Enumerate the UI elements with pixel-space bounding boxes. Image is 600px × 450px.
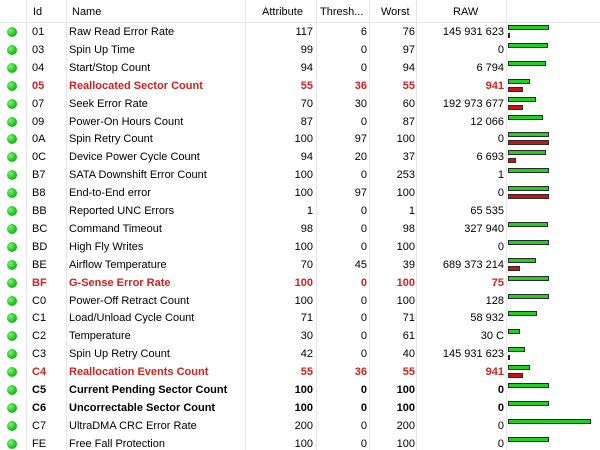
normalized-value-bar [508,347,525,352]
attribute-raw: 58 932 [470,312,504,325]
attribute-value: 55 [300,79,313,92]
raw-value-bar [508,140,549,145]
value-bars [508,113,598,131]
attribute-raw: 12 066 [470,115,504,128]
attribute-value: 70 [300,97,313,110]
value-bars [508,381,598,399]
attribute-worst: 39 [402,258,415,271]
normalized-value-bar [508,365,530,370]
status-ok-icon [7,134,17,144]
normalized-value-bar [508,329,520,334]
raw-value-bar [508,194,549,199]
attribute-id: 05 [32,79,45,92]
attribute-name: Reported UNC Errors [69,205,175,217]
value-bars [508,327,598,345]
status-ok-icon [7,224,17,234]
attribute-id: 01 [32,26,45,38]
attribute-threshold: 0 [360,43,367,56]
raw-value-bar [508,105,523,110]
table-row[interactable] [0,41,600,59]
normalized-value-bar [508,97,536,102]
attribute-name: Airflow Temperature [69,258,167,271]
normalized-value-bar [508,437,549,442]
value-bars [508,256,598,274]
attribute-raw: 65 535 [470,205,504,217]
attribute-name: Spin Up Time [69,43,136,56]
attribute-raw: 192 973 677 [442,97,504,110]
normalized-value-bar [508,132,549,137]
attribute-threshold: 0 [360,115,367,128]
attribute-value: 99 [300,43,313,56]
attribute-value: 70 [300,258,313,271]
attribute-id: C1 [32,312,47,325]
attribute-raw: 941 [485,79,504,92]
status-ok-icon [7,170,17,180]
attribute-value: 30 [300,330,313,343]
attribute-raw: 0 [497,419,504,432]
attribute-worst: 94 [402,61,415,74]
attribute-raw: 30 C [480,330,504,343]
attribute-id: BB [32,205,47,217]
attribute-name: Reallocation Events Count [69,366,209,379]
attribute-value: 100 [294,401,313,414]
status-ok-icon [7,152,17,162]
normalized-value-bar [508,186,549,191]
attribute-worst: 200 [396,419,415,432]
table-header [0,0,600,23]
attribute-value: 100 [294,240,313,253]
column-header-name[interactable]: Name [72,6,102,18]
attribute-threshold: 0 [360,294,367,307]
table-row[interactable] [0,435,600,450]
attribute-threshold: 36 [354,366,367,379]
normalized-value-bar [508,294,549,299]
attribute-name: SATA Downshift Error Count [69,169,207,182]
attribute-worst: 87 [402,115,415,128]
column-header-raw[interactable]: RAW [453,6,479,18]
attribute-value: 200 [294,419,313,432]
attribute-name: Start/Stop Count [69,61,151,74]
attribute-id: 09 [32,115,45,128]
attribute-name: Spin Up Retry Count [69,348,170,361]
attribute-id: BC [32,222,48,235]
attribute-threshold: 36 [354,79,367,92]
attribute-value: 94 [300,151,313,164]
attribute-name: UltraDMA CRC Error Rate [69,419,197,432]
value-bars [508,184,598,202]
attribute-worst: 71 [402,312,415,325]
status-ok-icon [7,81,17,91]
value-bars [508,399,598,417]
table-row[interactable] [0,130,600,148]
table-row[interactable] [0,77,600,95]
attribute-threshold: 97 [354,133,367,146]
table-row[interactable] [0,363,600,381]
attribute-id: C5 [32,384,47,396]
attribute-threshold: 0 [360,240,367,253]
attribute-value: 100 [294,133,313,146]
attribute-id: BE [32,258,47,271]
raw-value-bar [508,373,523,378]
attribute-threshold: 0 [360,330,367,343]
attribute-name: High Fly Writes [69,240,144,253]
attribute-id: C2 [32,330,47,343]
attribute-threshold: 0 [360,169,367,182]
attribute-id: 03 [32,43,45,56]
column-header-threshold[interactable]: Thresh... [320,6,364,18]
attribute-name: Device Power Cycle Count [69,151,200,164]
value-bars [508,23,598,41]
attribute-id: BF [32,276,47,289]
table-row[interactable] [0,399,600,417]
value-bars [508,363,598,381]
attribute-raw: 75 [491,276,504,289]
attribute-threshold: 0 [360,419,367,432]
attribute-worst: 1 [408,205,415,217]
table-row[interactable] [0,417,600,435]
normalized-value-bar [508,258,536,263]
attribute-id: 0C [32,151,47,164]
value-bars [508,77,598,95]
attribute-raw: 0 [497,187,504,200]
attribute-raw: 0 [497,437,504,450]
attribute-value: 100 [294,276,313,289]
normalized-value-bar [508,115,543,120]
normalized-value-bar [508,383,549,388]
normalized-value-bar [508,79,530,84]
column-header-worst[interactable]: Worst [381,6,410,18]
status-ok-icon [7,439,17,449]
attribute-value: 100 [294,437,313,450]
attribute-id: BD [32,240,48,253]
normalized-value-bar [508,43,548,48]
attribute-threshold: 0 [360,61,367,74]
attribute-threshold: 0 [360,276,367,289]
attribute-raw: 6 693 [476,151,504,164]
table-row[interactable] [0,292,600,310]
normalized-value-bar [508,419,591,424]
attribute-id: C0 [32,294,47,307]
attribute-worst: 37 [402,151,415,164]
value-bars [508,130,598,148]
table-row[interactable] [0,202,600,220]
status-ok-icon [7,242,17,252]
attribute-value: 100 [294,294,313,307]
attribute-threshold: 0 [360,312,367,325]
attribute-name: Load/Unload Cycle Count [69,312,195,325]
raw-value-bar [508,158,516,163]
normalized-value-bar [508,311,537,316]
attribute-id: C6 [32,401,47,414]
attribute-value: 100 [294,384,313,396]
value-bars [508,148,598,166]
raw-value-bar [508,33,510,38]
attribute-worst: 98 [402,222,415,235]
status-ok-icon [7,260,17,270]
attribute-raw: 145 931 623 [442,26,504,38]
attribute-value: 94 [300,61,313,74]
attribute-raw: 327 940 [464,222,504,235]
attribute-name: Power-On Hours Count [69,115,184,128]
attribute-threshold: 0 [360,437,367,450]
attribute-worst: 60 [402,97,415,110]
attribute-raw: 0 [497,384,504,396]
normalized-value-bar [508,61,546,66]
table-row[interactable] [0,238,600,256]
attribute-name: Power-Off Retract Count [69,294,190,307]
attribute-value: 98 [300,222,313,235]
column-header-id[interactable]: Id [33,6,43,18]
attribute-id: 07 [32,97,45,110]
attribute-worst: 55 [402,79,415,92]
status-ok-icon [7,188,17,198]
value-bars [508,202,598,220]
attribute-name: Raw Read Error Rate [69,26,175,38]
attribute-raw: 0 [497,240,504,253]
attribute-worst: 100 [396,401,415,414]
table-row[interactable] [0,148,600,166]
attribute-worst: 100 [396,240,415,253]
attribute-raw: 145 931 623 [442,348,504,361]
attribute-id: B7 [32,169,46,182]
value-bars [508,345,598,363]
value-bars [508,220,598,238]
attribute-worst: 100 [396,437,415,450]
table-row[interactable] [0,256,600,274]
status-ok-icon [7,403,17,413]
attribute-id: C3 [32,348,47,361]
status-ok-icon [7,313,17,323]
attribute-value: 87 [300,115,313,128]
table-row[interactable] [0,166,600,184]
status-ok-icon [7,117,17,127]
status-ok-icon [7,206,17,216]
value-bars [508,417,598,435]
value-bars [508,274,598,292]
table-row[interactable] [0,184,600,202]
attribute-threshold: 0 [360,401,367,414]
normalized-value-bar [508,150,546,155]
attribute-threshold: 0 [360,348,367,361]
attribute-threshold: 0 [360,205,367,217]
attribute-worst: 55 [402,366,415,379]
attribute-worst: 61 [402,330,415,343]
table-row[interactable] [0,95,600,113]
value-bars [508,166,598,184]
normalized-value-bar [508,25,549,30]
table-row[interactable] [0,113,600,131]
table-row[interactable] [0,327,600,345]
attribute-value: 55 [300,366,313,379]
status-ok-icon [7,63,17,73]
attribute-value: 71 [300,312,313,325]
attribute-raw: 0 [497,133,504,146]
table-row[interactable] [0,59,600,77]
attribute-threshold: 97 [354,187,367,200]
attribute-worst: 100 [396,133,415,146]
attribute-worst: 97 [402,43,415,56]
raw-value-bar [508,87,523,92]
raw-value-bar [508,266,520,271]
attribute-name: Uncorrectable Sector Count [69,401,216,414]
attribute-threshold: 0 [360,222,367,235]
attribute-name: Temperature [69,330,131,343]
column-header-attribute[interactable]: Attribute [262,6,303,18]
value-bars [508,95,598,113]
table-row[interactable] [0,381,600,399]
status-ok-icon [7,278,17,288]
attribute-raw: 128 [485,294,504,307]
value-bars [508,309,598,327]
attribute-threshold: 6 [360,26,367,38]
status-ok-icon [7,99,17,109]
attribute-name: End-to-End error [69,187,151,200]
attribute-name: Reallocated Sector Count [69,79,203,92]
attribute-name: Seek Error Rate [69,97,148,110]
table-row[interactable] [0,23,600,41]
attribute-worst: 100 [396,187,415,200]
attribute-value: 42 [300,348,313,361]
attribute-id: 04 [32,61,45,74]
attribute-raw: 689 373 214 [442,258,504,271]
normalized-value-bar [508,401,549,406]
status-ok-icon [7,27,17,37]
normalized-value-bar [508,222,548,227]
status-ok-icon [7,385,17,395]
status-ok-icon [7,367,17,377]
attribute-id: C4 [32,366,47,379]
status-ok-icon [7,331,17,341]
table-row[interactable] [0,220,600,238]
value-bars [508,41,598,59]
attribute-raw: 1 [497,169,504,182]
table-row[interactable] [0,309,600,327]
value-bars [508,59,598,77]
table-row[interactable] [0,274,600,292]
attribute-threshold: 30 [354,97,367,110]
attribute-worst: 76 [402,26,415,38]
attribute-raw: 0 [497,43,504,56]
normalized-value-bar [508,276,549,281]
status-ok-icon [7,296,17,306]
attribute-threshold: 20 [354,151,367,164]
attribute-worst: 40 [402,348,415,361]
attribute-raw: 0 [497,401,504,414]
status-ok-icon [7,421,17,431]
status-ok-icon [7,349,17,359]
value-bars [508,435,598,450]
attribute-name: Spin Retry Count [69,133,153,146]
value-bars [508,292,598,310]
attribute-value: 100 [294,169,313,182]
attribute-threshold: 0 [360,384,367,396]
table-row[interactable] [0,345,600,363]
status-ok-icon [7,45,17,55]
attribute-worst: 100 [396,294,415,307]
attribute-worst: 253 [396,169,415,182]
attribute-id: FE [32,437,47,450]
attribute-name: Free Fall Protection [69,437,165,450]
attribute-value: 117 [295,26,313,38]
attribute-worst: 100 [396,276,415,289]
attribute-name: Current Pending Sector Count [69,384,228,396]
attribute-threshold: 45 [354,258,367,271]
normalized-value-bar [508,168,549,173]
attribute-name: G-Sense Error Rate [69,276,171,289]
attribute-name: Command Timeout [69,222,162,235]
attribute-worst: 100 [396,384,415,396]
attribute-id: C7 [32,419,47,432]
attribute-raw: 941 [485,366,504,379]
raw-value-bar [508,355,510,360]
attribute-value: 1 [306,205,313,217]
value-bars [508,238,598,256]
attribute-value: 100 [294,187,313,200]
attribute-raw: 6 794 [476,61,504,74]
attribute-id: 0A [32,133,46,146]
normalized-value-bar [508,240,549,245]
attribute-id: B8 [32,187,46,200]
